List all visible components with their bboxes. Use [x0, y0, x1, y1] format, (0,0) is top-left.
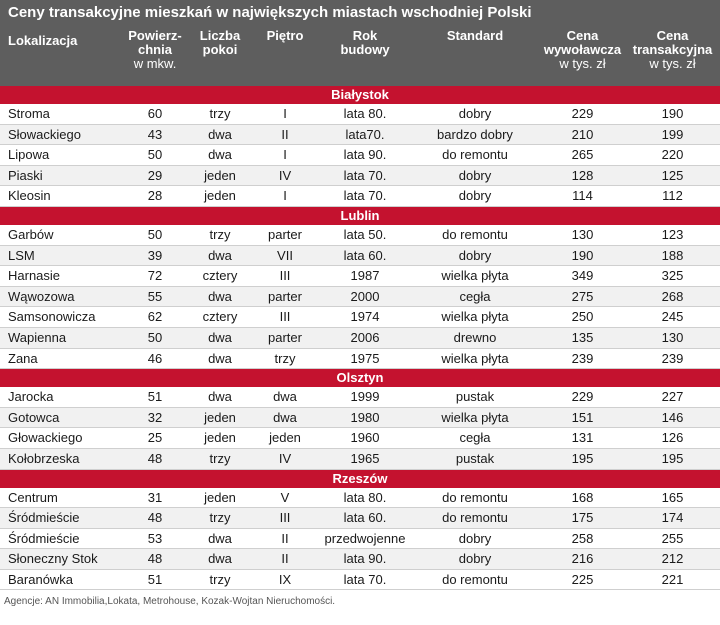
table-row: [0, 225, 720, 246]
table-cell: 199: [661, 126, 684, 142]
table-cell: cegła: [459, 430, 491, 446]
table-cell: II: [281, 551, 289, 567]
table-cell: Jarocka: [8, 389, 54, 405]
header-transaction-price-line: Cena: [656, 28, 689, 43]
header-asking-price: [540, 29, 625, 71]
table-cell: lata 90.: [343, 551, 387, 567]
table-cell: 112: [662, 188, 683, 204]
table-cell: cztery: [202, 309, 238, 325]
table-row: [0, 186, 720, 207]
table-cell: Lipowa: [8, 147, 50, 163]
table-row: [0, 104, 720, 125]
table-cell: lata 90.: [343, 147, 387, 163]
table-cell: do remontu: [442, 147, 508, 163]
table-cell: 190: [571, 247, 594, 263]
table-cell: dwa: [273, 389, 297, 405]
table-cell: 1965: [350, 450, 380, 466]
table-cell: lata 60.: [343, 247, 387, 263]
table-cell: IV: [278, 167, 292, 183]
table-cell: dwa: [273, 409, 297, 425]
table-cell: Piaski: [8, 167, 43, 183]
section-header-city: Olsztyn: [0, 369, 720, 387]
table-cell: dobry: [458, 188, 492, 204]
table-cell: Słowackiego: [8, 126, 81, 142]
table-cell: dobry: [458, 530, 492, 546]
table-cell: III: [279, 510, 291, 526]
section-header-city: Lublin: [0, 207, 720, 225]
table-cell: 349: [571, 268, 594, 284]
table-cell: 325: [661, 268, 684, 284]
table-cell: I: [283, 106, 287, 121]
table-cell: IX: [278, 571, 292, 587]
table-cell: dwa: [208, 389, 232, 405]
header-floor: [255, 29, 315, 43]
table-cell: I: [283, 188, 287, 204]
table-cell: 195: [661, 450, 684, 466]
table-cell: trzy: [209, 226, 231, 242]
table-cell: dobry: [458, 106, 492, 121]
header-location: [8, 34, 118, 48]
table-cell: 2006: [350, 329, 380, 345]
header-asking-price-unit: w tys. zł: [559, 56, 606, 71]
table-cell: lata 50.: [343, 226, 387, 242]
header-year-line: Rok: [352, 28, 378, 43]
table-cell: 25: [147, 430, 163, 446]
header-rooms-line: pokoi: [202, 42, 238, 57]
table-cell: 28: [147, 188, 163, 204]
table-cell: trzy: [209, 510, 231, 526]
table-cell: Harnasie: [8, 268, 61, 284]
header-rooms: [190, 29, 250, 57]
table-header: [0, 26, 720, 86]
header-asking-price-line: Cena: [566, 28, 599, 43]
table-cell: bardzo dobry: [437, 126, 513, 142]
table-row: [0, 428, 720, 449]
table-row: [0, 570, 720, 591]
table-cell: lata 60.: [343, 510, 387, 526]
table-cell: do remontu: [442, 226, 508, 242]
table-row: [0, 387, 720, 408]
table-cell: 53: [147, 530, 163, 546]
table-cell: 50: [147, 147, 163, 163]
table-row: [0, 508, 720, 529]
table-cell: do remontu: [442, 571, 508, 587]
table-cell: dwa: [208, 126, 232, 142]
table-cell: Garbów: [8, 226, 54, 242]
table-cell: lata 70.: [343, 571, 387, 587]
table-cell: 2000: [350, 288, 380, 304]
table-cell: 239: [661, 350, 684, 366]
table-cell: 50: [147, 329, 163, 345]
table-cell: 1975: [350, 350, 380, 366]
table-cell: 250: [571, 309, 594, 325]
header-area-unit: w mkw.: [133, 56, 177, 71]
table-cell: 60: [147, 106, 163, 121]
table-cell: 195: [571, 450, 594, 466]
table-cell: dwa: [208, 247, 232, 263]
source-note: Agencje: AN Immobilia,Lokata, Metrohouse, Kozak-Wojtan Nieruchomości.: [4, 596, 336, 608]
table-cell: Stroma: [8, 106, 50, 121]
table-cell: dobry: [458, 551, 492, 567]
table-cell: jeden: [204, 188, 236, 204]
table-cell: dwa: [208, 147, 232, 163]
table-cell: wielka płyta: [441, 309, 509, 325]
table-cell: Baranówka: [8, 571, 74, 587]
table-cell: jeden: [204, 489, 236, 505]
table-body: [0, 86, 720, 590]
table-row: [0, 328, 720, 349]
table-cell: 275: [571, 288, 594, 304]
table-cell: 48: [147, 551, 163, 567]
table-cell: dwa: [208, 551, 232, 567]
table-cell: jeden: [204, 409, 236, 425]
table-cell: I: [283, 147, 287, 163]
table-cell: 255: [661, 530, 684, 546]
table-row: [0, 246, 720, 267]
table-cell: 55: [147, 288, 163, 304]
table-cell: parter: [268, 288, 302, 304]
table-cell: 268: [661, 288, 684, 304]
table-row: [0, 166, 720, 187]
table-cell: 146: [661, 409, 684, 425]
table-cell: 220: [661, 147, 684, 163]
table-cell: 39: [147, 247, 163, 263]
table-cell: 168: [571, 489, 594, 505]
table-cell: wielka płyta: [441, 268, 509, 284]
table-title: Ceny transakcyjne mieszkań w największych miastach wschodniej Polski: [0, 0, 720, 26]
table-cell: parter: [268, 226, 302, 242]
table-cell: 43: [147, 126, 163, 142]
table-cell: 174: [661, 510, 684, 526]
header-rooms-line: Liczba: [199, 28, 241, 43]
header-transaction-price-line: transakcyjna: [632, 42, 713, 57]
table-cell: przedwojenne: [324, 530, 406, 546]
table-cell: 50: [147, 226, 163, 242]
table-cell: 165: [661, 489, 684, 505]
table-cell: dobry: [458, 247, 492, 263]
table-row: [0, 529, 720, 550]
table-cell: Słoneczny Stok: [8, 551, 98, 567]
table-cell: 123: [661, 226, 684, 242]
table-cell: 131: [571, 430, 594, 446]
table-cell: dwa: [208, 329, 232, 345]
table-cell: V: [280, 489, 290, 505]
table-cell: dwa: [208, 530, 232, 546]
table-cell: do remontu: [442, 510, 508, 526]
header-transaction-price: [630, 29, 715, 71]
table-cell: 1999: [350, 389, 380, 405]
table-cell: 229: [571, 389, 594, 405]
table-cell: wielka płyta: [441, 350, 509, 366]
table-cell: lata 80.: [343, 489, 387, 505]
table-cell: Gotowca: [8, 409, 60, 425]
table-cell: Śródmieście: [8, 510, 80, 526]
table-cell: lata 70.: [343, 167, 387, 183]
table-cell: Centrum: [8, 489, 58, 505]
table-row: [0, 145, 720, 166]
table-cell: III: [279, 309, 291, 325]
table-cell: 239: [571, 350, 594, 366]
table-cell: Kołobrzeska: [8, 450, 80, 466]
table-cell: LSM: [8, 247, 35, 263]
table-cell: do remontu: [442, 489, 508, 505]
table-cell: jeden: [204, 430, 236, 446]
table-cell: 125: [661, 167, 684, 183]
table-cell: Kleosin: [8, 188, 51, 204]
table-cell: pustak: [455, 450, 495, 466]
header-location-line: Lokalizacja: [8, 33, 78, 48]
table-cell: 51: [147, 389, 163, 405]
table-cell: 46: [147, 350, 163, 366]
table-row: [0, 266, 720, 287]
table-cell: II: [281, 126, 289, 142]
table-row: [0, 488, 720, 509]
table-cell: cztery: [202, 268, 238, 284]
table-cell: dwa: [208, 350, 232, 366]
table-row: [0, 449, 720, 470]
table-cell: lata 80.: [343, 106, 387, 121]
table-cell: 175: [571, 510, 594, 526]
table-cell: 1974: [350, 309, 380, 325]
table-cell: 48: [147, 450, 163, 466]
table-cell: 227: [661, 389, 684, 405]
table-cell: Samsonowicza: [8, 309, 96, 325]
table-cell: Zana: [8, 350, 38, 366]
table-cell: 188: [661, 247, 684, 263]
table-cell: Wapienna: [8, 329, 67, 345]
table-cell: trzy: [209, 106, 231, 121]
table-cell: 126: [661, 430, 684, 446]
table-cell: 32: [147, 409, 163, 425]
header-year: [320, 29, 410, 57]
header-transaction-price-unit: w tys. zł: [649, 56, 696, 71]
table-cell: cegła: [459, 288, 491, 304]
table-cell: drewno: [453, 329, 497, 345]
table-cell: 48: [147, 510, 163, 526]
table-cell: 1987: [350, 268, 380, 284]
table-cell: 29: [147, 167, 163, 183]
table-cell: II: [281, 530, 289, 546]
table-cell: IV: [278, 450, 292, 466]
table-cell: trzy: [209, 450, 231, 466]
table-cell: jeden: [204, 167, 236, 183]
table-cell: 210: [571, 126, 594, 142]
table-cell: trzy: [209, 571, 231, 587]
table-cell: 31: [147, 489, 163, 505]
table-cell: parter: [268, 329, 302, 345]
header-area: [125, 29, 185, 71]
table-cell: 265: [571, 147, 594, 163]
table-cell: VII: [277, 247, 293, 263]
table-cell: dwa: [208, 288, 232, 304]
table-cell: 135: [571, 329, 594, 345]
table-cell: wielka płyta: [441, 409, 509, 425]
table-cell: 245: [661, 309, 684, 325]
table-cell: 151: [571, 409, 594, 425]
table-cell: 130: [571, 226, 594, 242]
table-cell: lata 70.: [343, 188, 387, 204]
table-cell: Śródmieście: [8, 530, 80, 546]
table-cell: 221: [661, 571, 684, 587]
header-area-line: Powierz-: [128, 28, 182, 43]
table-cell: 51: [147, 571, 163, 587]
table-cell: 258: [571, 530, 594, 546]
header-area-line: chnia: [138, 42, 172, 57]
table-cell: 62: [147, 309, 163, 325]
table-cell: 72: [147, 268, 163, 284]
section-header-city: Białystok: [0, 86, 720, 104]
header-asking-price-line: wywoławcza: [543, 42, 622, 57]
table-cell: dobry: [458, 167, 492, 183]
table-cell: trzy: [274, 350, 296, 366]
table-cell: 1960: [350, 430, 380, 446]
header-standard: [415, 29, 535, 43]
table-row: [0, 408, 720, 429]
table-cell: 1980: [350, 409, 380, 425]
table-cell: 190: [661, 106, 684, 121]
table-cell: Głowackiego: [8, 430, 83, 446]
table-cell: 212: [661, 551, 684, 567]
table-row: [0, 549, 720, 570]
table-cell: Wąwozowa: [8, 288, 75, 304]
table-row: [0, 125, 720, 146]
table-row: [0, 287, 720, 308]
table-cell: lata70.: [345, 126, 385, 142]
header-floor-line: Piętro: [266, 28, 304, 43]
table-row: [0, 307, 720, 328]
table-row: [0, 349, 720, 370]
header-year-line: budowy: [340, 42, 390, 57]
table-cell: 128: [571, 167, 594, 183]
table-cell: 225: [571, 571, 594, 587]
table-cell: 216: [571, 551, 594, 567]
section-header-city: Rzeszów: [0, 470, 720, 488]
table-cell: 130: [661, 329, 684, 345]
table-cell: jeden: [269, 430, 301, 446]
table-cell: III: [279, 268, 291, 284]
table-cell: 114: [572, 188, 593, 204]
table-cell: pustak: [455, 389, 495, 405]
header-standard-line: Standard: [446, 28, 504, 43]
table-cell: 229: [571, 106, 594, 121]
